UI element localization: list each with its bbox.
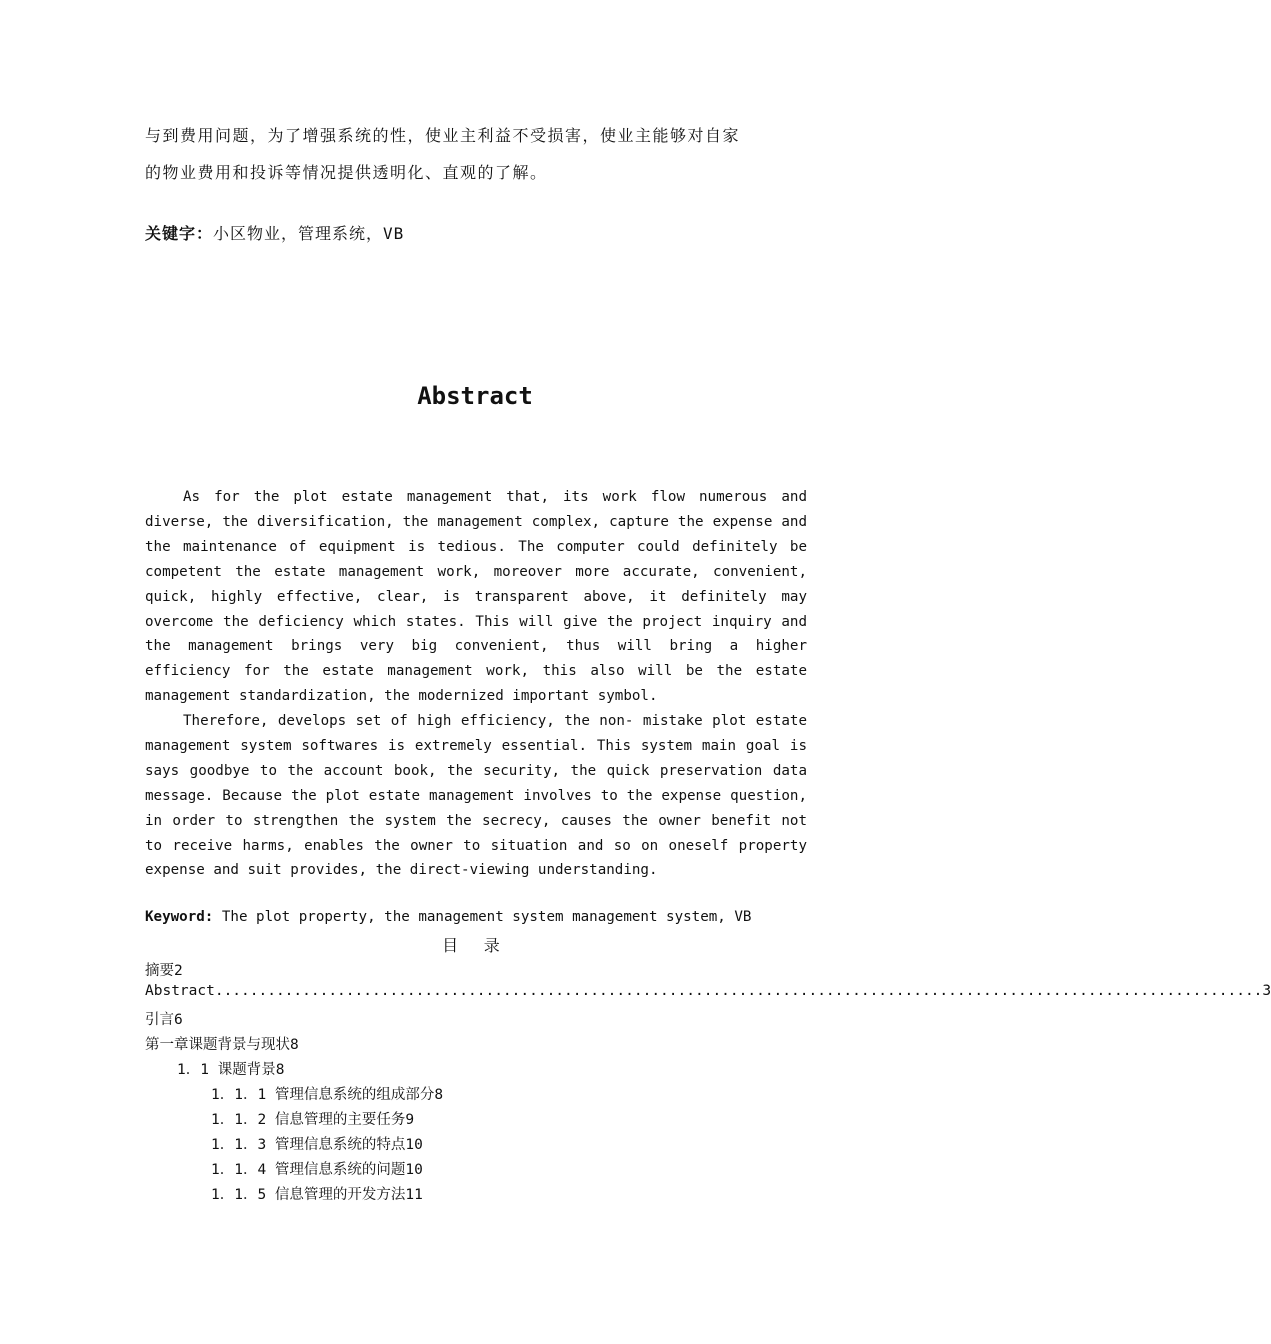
english-keywords-label: Keyword:: [145, 909, 214, 925]
toc-item-zhaiyao[interactable]: 摘要2: [145, 963, 183, 979]
toc-item-1-1-2[interactable]: 1．1．2 信息管理的主要任务9: [211, 1112, 415, 1128]
toc-title: 目 录: [442, 936, 508, 955]
toc-item-abstract-page: 3: [1262, 983, 1271, 999]
chinese-keywords: [145, 221, 404, 244]
toc-item-yinyan[interactable]: 引言6: [145, 1012, 183, 1028]
toc-leader-dots: ........................................................................................................................: [214, 983, 1263, 999]
toc-item-abstract-label: Abstract: [145, 983, 215, 999]
chinese-keywords-label: 关键字：: [145, 224, 214, 243]
english-keywords-text: The plot property, the management system management system, VB: [213, 909, 752, 925]
abstract-title: Abstract: [417, 382, 533, 410]
chinese-abstract-line-1: 与到费用问题，为了增强系统的性，使业主利益不受损害，使业主能够对自家: [145, 126, 741, 145]
toc-item-1-1-4[interactable]: 1．1．4 管理信息系统的问题10: [211, 1162, 423, 1178]
abstract-paragraph-1: As for the plot estate management that, its work flow numerous and diverse, the diversification, the management complex, capture the expense and the maintenance of equipment is tedious. The computer could definitely be competent the estate management work, moreover more accurate, convenient, quick, highly effective, clear, is transparent above, it definitely may overcome the deficiency which states. This will give the project inquiry and the management brings very big convenient, thus will bring a higher efficiency for the estate management work, this also will be the estate management standardization, the modernized important symbol.: [145, 489, 807, 705]
english-keywords: [145, 909, 751, 925]
toc-item-1-1-1[interactable]: 1．1．1 管理信息系统的组成部分8: [211, 1087, 444, 1103]
toc-item-1-1-5[interactable]: 1．1．5 信息管理的开发方法11: [211, 1187, 423, 1203]
chinese-keywords-text: 小区物业，管理系统，VB: [213, 224, 405, 243]
chinese-abstract-line-2: 的物业费用和投诉等情况提供透明化、直观的了解。: [145, 163, 548, 182]
toc-item-1-1[interactable]: 1．1 课题背景8: [177, 1062, 285, 1078]
toc-item-chapter-1[interactable]: 第一章课题背景与现状8: [145, 1037, 299, 1053]
toc-item-abstract[interactable]: [145, 983, 1271, 999]
toc-item-1-1-3[interactable]: 1．1．3 管理信息系统的特点10: [211, 1137, 423, 1153]
abstract-paragraph-2: Therefore, develops set of high efficiency, the non- mistake plot estate management system softwares is extremely essential. This system main goal is says goodbye to the account book, the security, the quick preservation data message. Because the plot estate management involves to the expense question, in order to strengthen the system the secrecy, causes the owner benefit not to receive harms, enables the owner to situation and so on oneself property expense and suit provides, the direct-viewing understanding.: [145, 713, 807, 879]
